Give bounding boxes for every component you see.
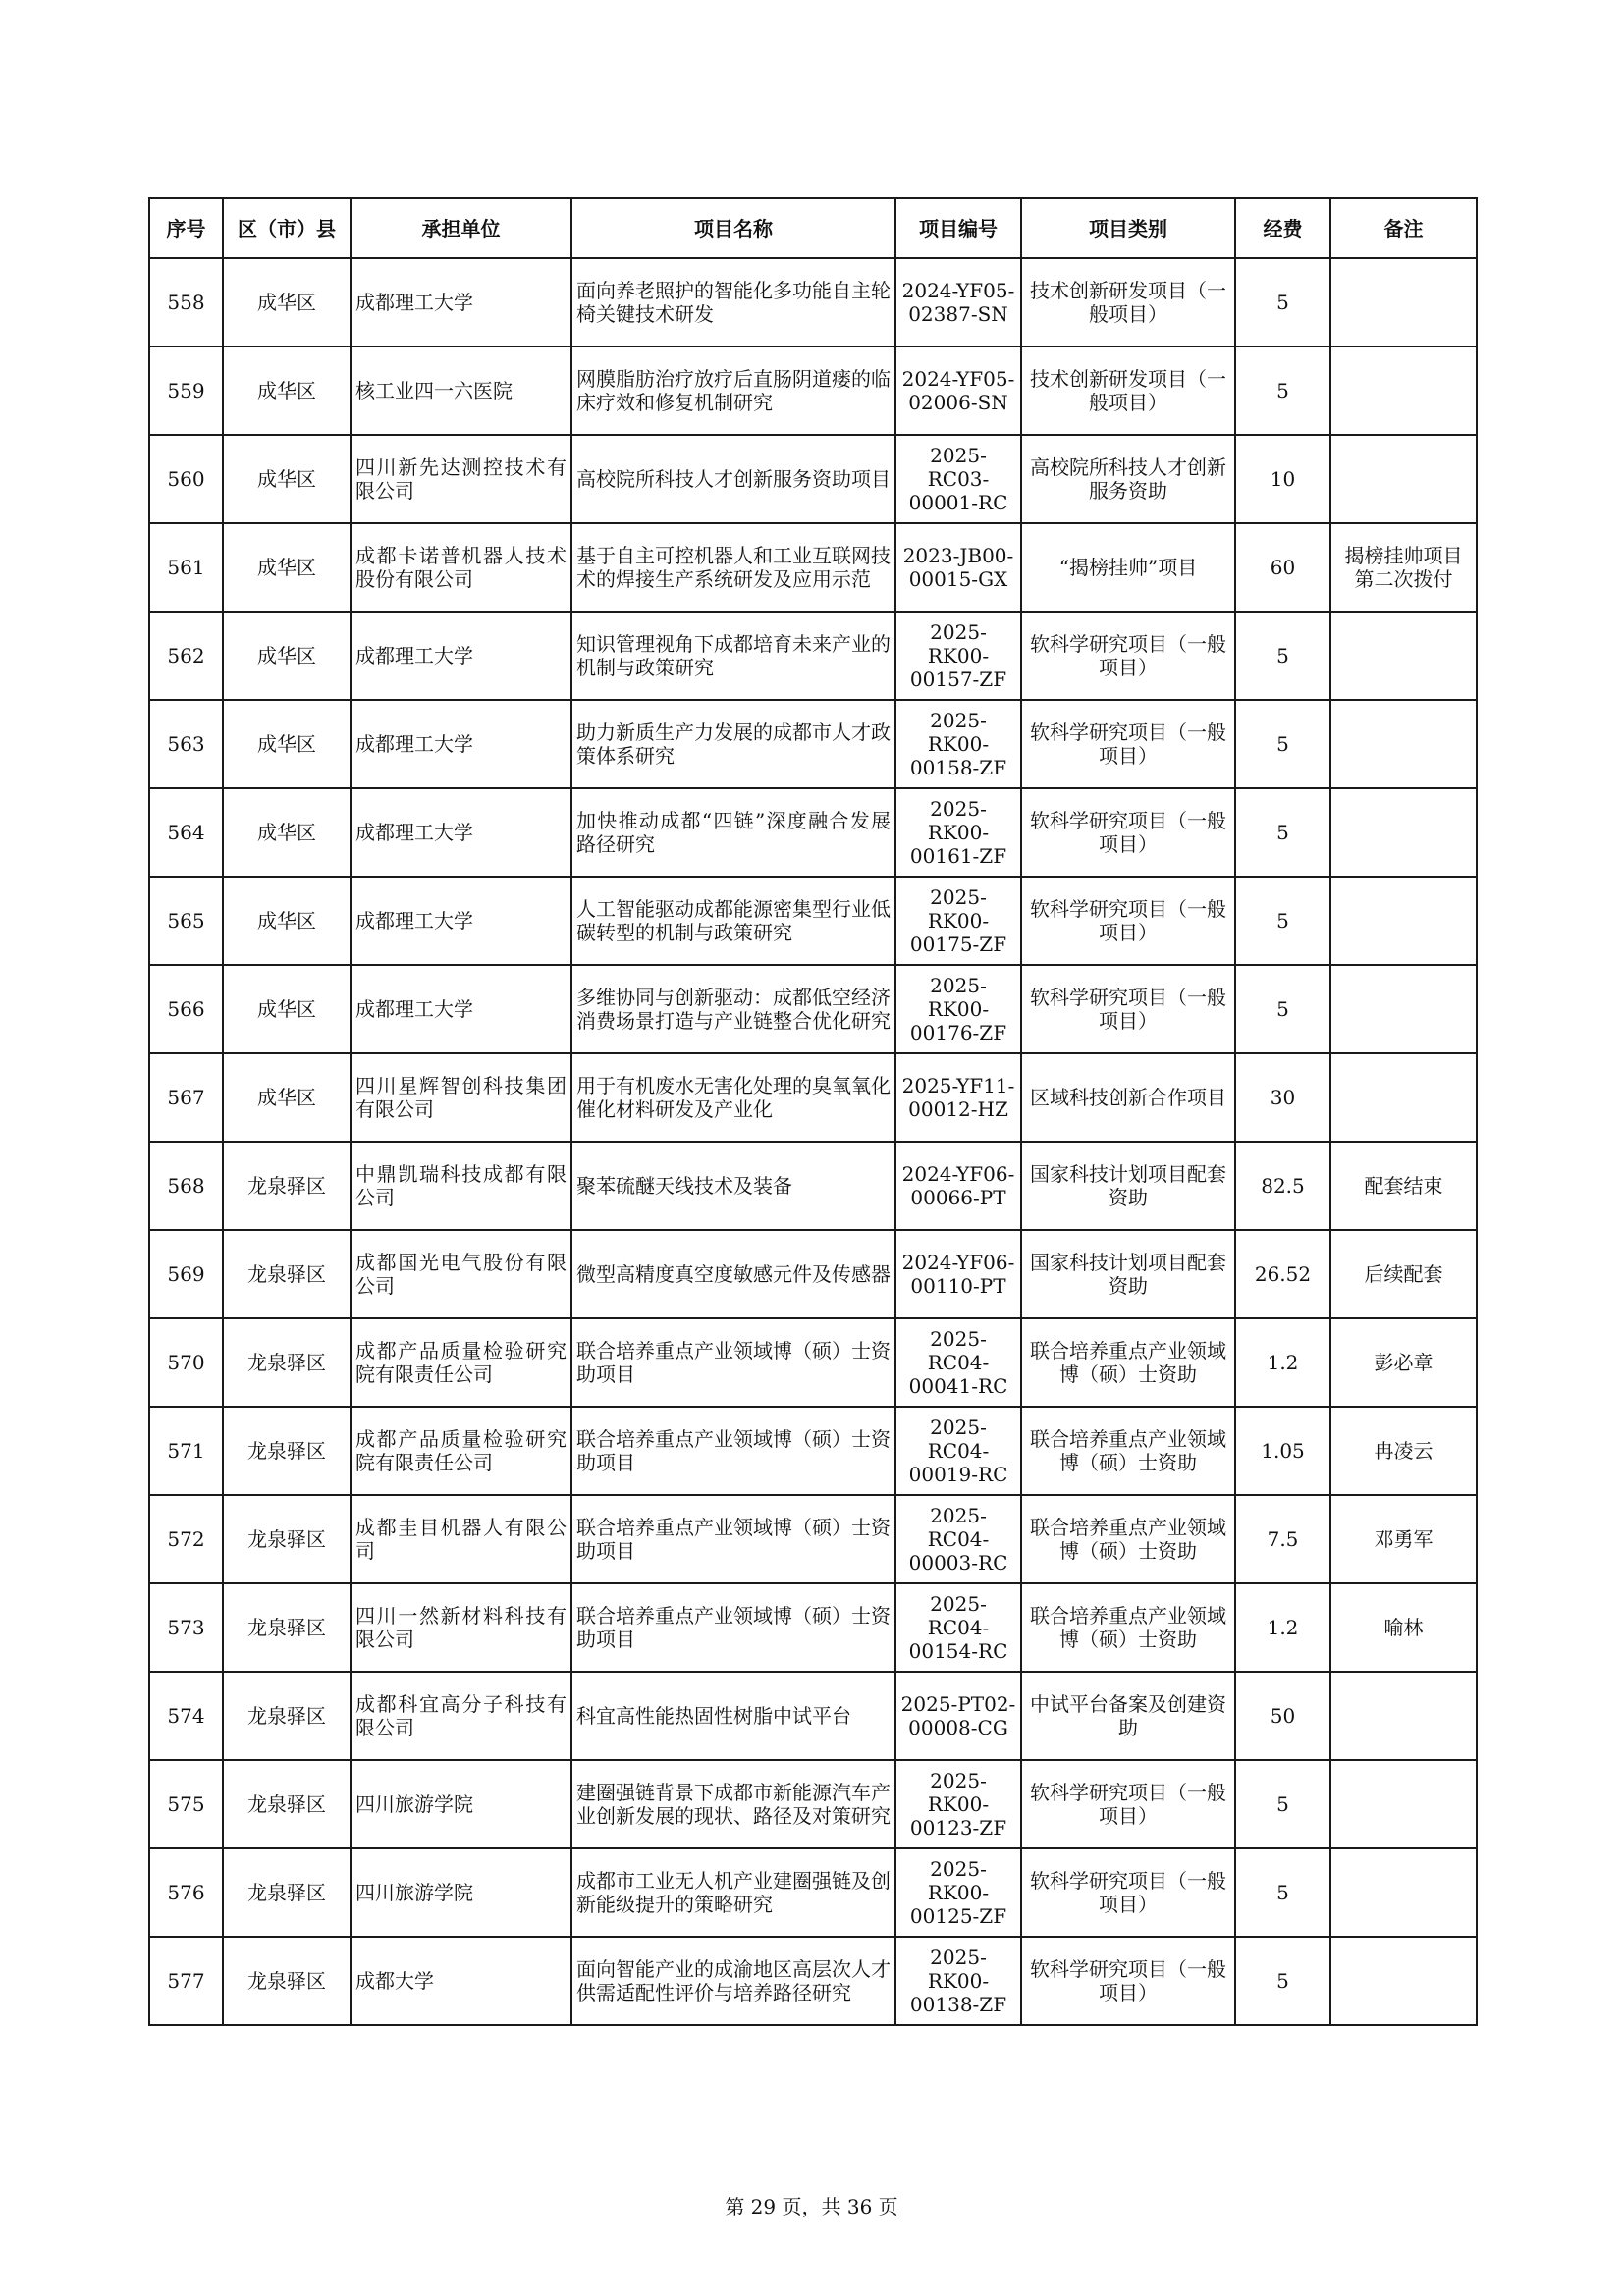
- cell-project-name: 基于自主可控机器人和工业互联网技术的焊接生产系统研发及应用示范: [571, 523, 895, 612]
- table-row: [149, 877, 1477, 965]
- cell-note: [1330, 877, 1477, 965]
- table-row: [149, 1407, 1477, 1495]
- cell-note: 邓勇军: [1330, 1495, 1477, 1583]
- cell-funds: 60: [1235, 523, 1330, 612]
- cell-district: 成华区: [223, 965, 351, 1053]
- project-table: [148, 197, 1478, 2026]
- cell-project-code: 2025-RC04-00041-RC: [895, 1318, 1021, 1407]
- cell-seq: 567: [149, 1053, 223, 1142]
- cell-seq: 573: [149, 1583, 223, 1672]
- header-funds: 经费: [1235, 198, 1330, 258]
- cell-district: 龙泉驿区: [223, 1672, 351, 1760]
- table-row: [149, 1937, 1477, 2025]
- cell-category: 软科学研究项目（一般项目）: [1021, 700, 1235, 788]
- cell-unit: 成都产品质量检验研究院有限责任公司: [351, 1318, 571, 1407]
- cell-project-code: 2025-RK00-00158-ZF: [895, 700, 1021, 788]
- table-row: [149, 700, 1477, 788]
- cell-district: 龙泉驿区: [223, 1583, 351, 1672]
- cell-seq: 565: [149, 877, 223, 965]
- cell-category: 区域科技创新合作项目: [1021, 1053, 1235, 1142]
- cell-project-code: 2024-YF05-02387-SN: [895, 258, 1021, 347]
- cell-unit: 成都理工大学: [351, 612, 571, 700]
- cell-project-code: 2025-RK00-00176-ZF: [895, 965, 1021, 1053]
- table-row: [149, 1318, 1477, 1407]
- cell-unit: 四川星辉智创科技集团有限公司: [351, 1053, 571, 1142]
- cell-note: [1330, 965, 1477, 1053]
- header-unit: 承担单位: [351, 198, 571, 258]
- cell-project-name: 建圈强链背景下成都市新能源汽车产业创新发展的现状、路径及对策研究: [571, 1760, 895, 1848]
- cell-category: 技术创新研发项目（一般项目）: [1021, 347, 1235, 435]
- cell-note: 彭必章: [1330, 1318, 1477, 1407]
- cell-funds: 10: [1235, 435, 1330, 523]
- cell-project-name: 助力新质生产力发展的成都市人才政策体系研究: [571, 700, 895, 788]
- cell-note: [1330, 1760, 1477, 1848]
- header-project-code: 项目编号: [895, 198, 1021, 258]
- cell-note: [1330, 1053, 1477, 1142]
- cell-seq: 570: [149, 1318, 223, 1407]
- cell-unit: 成都大学: [351, 1937, 571, 2025]
- cell-seq: 561: [149, 523, 223, 612]
- cell-district: 成华区: [223, 435, 351, 523]
- cell-funds: 5: [1235, 347, 1330, 435]
- cell-project-name: 高校院所科技人才创新服务资助项目: [571, 435, 895, 523]
- cell-project-code: 2025-RC04-00003-RC: [895, 1495, 1021, 1583]
- cell-funds: 7.5: [1235, 1495, 1330, 1583]
- cell-unit: 中鼎凯瑞科技成都有限公司: [351, 1142, 571, 1230]
- cell-category: 软科学研究项目（一般项目）: [1021, 788, 1235, 877]
- cell-district: 龙泉驿区: [223, 1407, 351, 1495]
- cell-unit: 成都产品质量检验研究院有限责任公司: [351, 1407, 571, 1495]
- cell-district: 成华区: [223, 877, 351, 965]
- table-row: [149, 788, 1477, 877]
- cell-project-code: 2025-RC04-00019-RC: [895, 1407, 1021, 1495]
- cell-category: 联合培养重点产业领域博（硕）士资助: [1021, 1583, 1235, 1672]
- cell-project-name: 联合培养重点产业领域博（硕）士资助项目: [571, 1583, 895, 1672]
- table-row: [149, 435, 1477, 523]
- cell-seq: 571: [149, 1407, 223, 1495]
- header-row: [149, 198, 1477, 258]
- cell-category: 软科学研究项目（一般项目）: [1021, 877, 1235, 965]
- cell-seq: 563: [149, 700, 223, 788]
- header-district: 区（市）县: [223, 198, 351, 258]
- cell-funds: 50: [1235, 1672, 1330, 1760]
- cell-category: 软科学研究项目（一般项目）: [1021, 1848, 1235, 1937]
- cell-funds: 5: [1235, 1760, 1330, 1848]
- cell-category: 联合培养重点产业领域博（硕）士资助: [1021, 1407, 1235, 1495]
- header-category: 项目类别: [1021, 198, 1235, 258]
- cell-unit: 成都圭目机器人有限公司: [351, 1495, 571, 1583]
- table-row: [149, 1583, 1477, 1672]
- cell-district: 成华区: [223, 523, 351, 612]
- cell-category: 高校院所科技人才创新服务资助: [1021, 435, 1235, 523]
- cell-project-code: 2025-RC03-00001-RC: [895, 435, 1021, 523]
- cell-district: 龙泉驿区: [223, 1318, 351, 1407]
- cell-project-code: 2025-RK00-00161-ZF: [895, 788, 1021, 877]
- cell-project-code: 2025-RK00-00175-ZF: [895, 877, 1021, 965]
- cell-district: 龙泉驿区: [223, 1760, 351, 1848]
- cell-note: 配套结束: [1330, 1142, 1477, 1230]
- cell-project-code: 2025-YF11-00012-HZ: [895, 1053, 1021, 1142]
- cell-district: 成华区: [223, 258, 351, 347]
- cell-district: 龙泉驿区: [223, 1495, 351, 1583]
- cell-seq: 572: [149, 1495, 223, 1583]
- cell-unit: 成都卡诺普机器人技术股份有限公司: [351, 523, 571, 612]
- cell-funds: 26.52: [1235, 1230, 1330, 1318]
- header-project-name: 项目名称: [571, 198, 895, 258]
- cell-category: 国家科技计划项目配套资助: [1021, 1230, 1235, 1318]
- table-row: [149, 1142, 1477, 1230]
- cell-note: [1330, 788, 1477, 877]
- cell-project-name: 微型高精度真空度敏感元件及传感器: [571, 1230, 895, 1318]
- table-row: [149, 965, 1477, 1053]
- cell-project-name: 多维协同与创新驱动：成都低空经济消费场景打造与产业链整合优化研究: [571, 965, 895, 1053]
- cell-note: [1330, 612, 1477, 700]
- cell-note: [1330, 1672, 1477, 1760]
- cell-project-name: 用于有机废水无害化处理的臭氧氧化催化材料研发及产业化: [571, 1053, 895, 1142]
- cell-district: 成华区: [223, 347, 351, 435]
- cell-project-name: 联合培养重点产业领域博（硕）士资助项目: [571, 1495, 895, 1583]
- cell-category: 中试平台备案及创建资助: [1021, 1672, 1235, 1760]
- cell-note: 揭榜挂帅项目第二次拨付: [1330, 523, 1477, 612]
- cell-seq: 575: [149, 1760, 223, 1848]
- cell-funds: 1.2: [1235, 1318, 1330, 1407]
- cell-funds: 5: [1235, 877, 1330, 965]
- cell-seq: 566: [149, 965, 223, 1053]
- cell-seq: 574: [149, 1672, 223, 1760]
- header-seq: 序号: [149, 198, 223, 258]
- cell-project-code: 2025-RK00-00123-ZF: [895, 1760, 1021, 1848]
- cell-seq: 558: [149, 258, 223, 347]
- cell-district: 龙泉驿区: [223, 1937, 351, 2025]
- cell-note: [1330, 700, 1477, 788]
- table-row: [149, 1230, 1477, 1318]
- cell-project-code: 2024-YF06-00110-PT: [895, 1230, 1021, 1318]
- cell-unit: 四川新先达测控技术有限公司: [351, 435, 571, 523]
- table-row: [149, 258, 1477, 347]
- cell-seq: 569: [149, 1230, 223, 1318]
- cell-project-name: 知识管理视角下成都培育未来产业的机制与政策研究: [571, 612, 895, 700]
- cell-project-code: 2025-PT02-00008-CG: [895, 1672, 1021, 1760]
- cell-unit: 成都理工大学: [351, 877, 571, 965]
- cell-seq: 576: [149, 1848, 223, 1937]
- cell-project-name: 聚苯硫醚天线技术及装备: [571, 1142, 895, 1230]
- cell-project-name: 面向养老照护的智能化多功能自主轮椅关键技术研发: [571, 258, 895, 347]
- cell-project-code: 2025-RK00-00157-ZF: [895, 612, 1021, 700]
- cell-district: 龙泉驿区: [223, 1230, 351, 1318]
- cell-unit: 成都理工大学: [351, 965, 571, 1053]
- cell-project-name: 面向智能产业的成渝地区高层次人才供需适配性评价与培养路径研究: [571, 1937, 895, 2025]
- cell-funds: 5: [1235, 965, 1330, 1053]
- cell-unit: 核工业四一六医院: [351, 347, 571, 435]
- cell-funds: 5: [1235, 1937, 1330, 2025]
- cell-funds: 5: [1235, 1848, 1330, 1937]
- cell-project-name: 联合培养重点产业领域博（硕）士资助项目: [571, 1318, 895, 1407]
- cell-seq: 562: [149, 612, 223, 700]
- cell-district: 龙泉驿区: [223, 1142, 351, 1230]
- cell-unit: 成都科宜高分子科技有限公司: [351, 1672, 571, 1760]
- cell-category: 技术创新研发项目（一般项目）: [1021, 258, 1235, 347]
- cell-project-name: 成都市工业无人机产业建圈强链及创新能级提升的策略研究: [571, 1848, 895, 1937]
- cell-district: 成华区: [223, 1053, 351, 1142]
- cell-unit: 四川旅游学院: [351, 1848, 571, 1937]
- cell-category: 联合培养重点产业领域博（硕）士资助: [1021, 1318, 1235, 1407]
- table-row: [149, 612, 1477, 700]
- table-row: [149, 523, 1477, 612]
- cell-category: “揭榜挂帅”项目: [1021, 523, 1235, 612]
- cell-project-code: 2024-YF05-02006-SN: [895, 347, 1021, 435]
- cell-seq: 577: [149, 1937, 223, 2025]
- cell-category: 软科学研究项目（一般项目）: [1021, 612, 1235, 700]
- cell-seq: 560: [149, 435, 223, 523]
- cell-unit: 四川一然新材料科技有限公司: [351, 1583, 571, 1672]
- cell-funds: 5: [1235, 788, 1330, 877]
- cell-project-name: 加快推动成都“四链”深度融合发展路径研究: [571, 788, 895, 877]
- cell-project-code: 2025-RK00-00138-ZF: [895, 1937, 1021, 2025]
- cell-project-name: 网膜脂肪治疗放疗后直肠阴道瘘的临床疗效和修复机制研究: [571, 347, 895, 435]
- cell-funds: 5: [1235, 700, 1330, 788]
- table-row: [149, 1848, 1477, 1937]
- cell-note: 冉凌云: [1330, 1407, 1477, 1495]
- cell-district: 成华区: [223, 788, 351, 877]
- cell-project-code: 2024-YF06-00066-PT: [895, 1142, 1021, 1230]
- table-row: [149, 1760, 1477, 1848]
- cell-seq: 568: [149, 1142, 223, 1230]
- cell-unit: 成都理工大学: [351, 788, 571, 877]
- table-row: [149, 347, 1477, 435]
- cell-district: 成华区: [223, 700, 351, 788]
- cell-project-name: 科宜高性能热固性树脂中试平台: [571, 1672, 895, 1760]
- cell-district: 成华区: [223, 612, 351, 700]
- cell-funds: 5: [1235, 258, 1330, 347]
- cell-unit: 四川旅游学院: [351, 1760, 571, 1848]
- cell-note: [1330, 258, 1477, 347]
- cell-note: [1330, 1937, 1477, 2025]
- cell-category: 软科学研究项目（一般项目）: [1021, 1760, 1235, 1848]
- cell-funds: 82.5: [1235, 1142, 1330, 1230]
- cell-project-name: 联合培养重点产业领域博（硕）士资助项目: [571, 1407, 895, 1495]
- cell-note: [1330, 347, 1477, 435]
- cell-note: 喻林: [1330, 1583, 1477, 1672]
- cell-category: 软科学研究项目（一般项目）: [1021, 965, 1235, 1053]
- cell-project-code: 2023-JB00-00015-GX: [895, 523, 1021, 612]
- cell-seq: 559: [149, 347, 223, 435]
- cell-district: 龙泉驿区: [223, 1848, 351, 1937]
- cell-note: 后续配套: [1330, 1230, 1477, 1318]
- page-number: 第 29 页，共 36 页: [725, 2195, 898, 2218]
- cell-project-name: 人工智能驱动成都能源密集型行业低碳转型的机制与政策研究: [571, 877, 895, 965]
- cell-project-code: 2025-RC04-00154-RC: [895, 1583, 1021, 1672]
- table-row: [149, 1053, 1477, 1142]
- cell-project-code: 2025-RK00-00125-ZF: [895, 1848, 1021, 1937]
- cell-seq: 564: [149, 788, 223, 877]
- cell-unit: 成都理工大学: [351, 258, 571, 347]
- cell-funds: 1.05: [1235, 1407, 1330, 1495]
- cell-note: [1330, 435, 1477, 523]
- cell-note: [1330, 1848, 1477, 1937]
- cell-category: 联合培养重点产业领域博（硕）士资助: [1021, 1495, 1235, 1583]
- table-row: [149, 1495, 1477, 1583]
- cell-unit: 成都理工大学: [351, 700, 571, 788]
- cell-funds: 1.2: [1235, 1583, 1330, 1672]
- header-note: 备注: [1330, 198, 1477, 258]
- cell-funds: 30: [1235, 1053, 1330, 1142]
- cell-funds: 5: [1235, 612, 1330, 700]
- cell-category: 国家科技计划项目配套资助: [1021, 1142, 1235, 1230]
- cell-unit: 成都国光电气股份有限公司: [351, 1230, 571, 1318]
- cell-category: 软科学研究项目（一般项目）: [1021, 1937, 1235, 2025]
- table-row: [149, 1672, 1477, 1760]
